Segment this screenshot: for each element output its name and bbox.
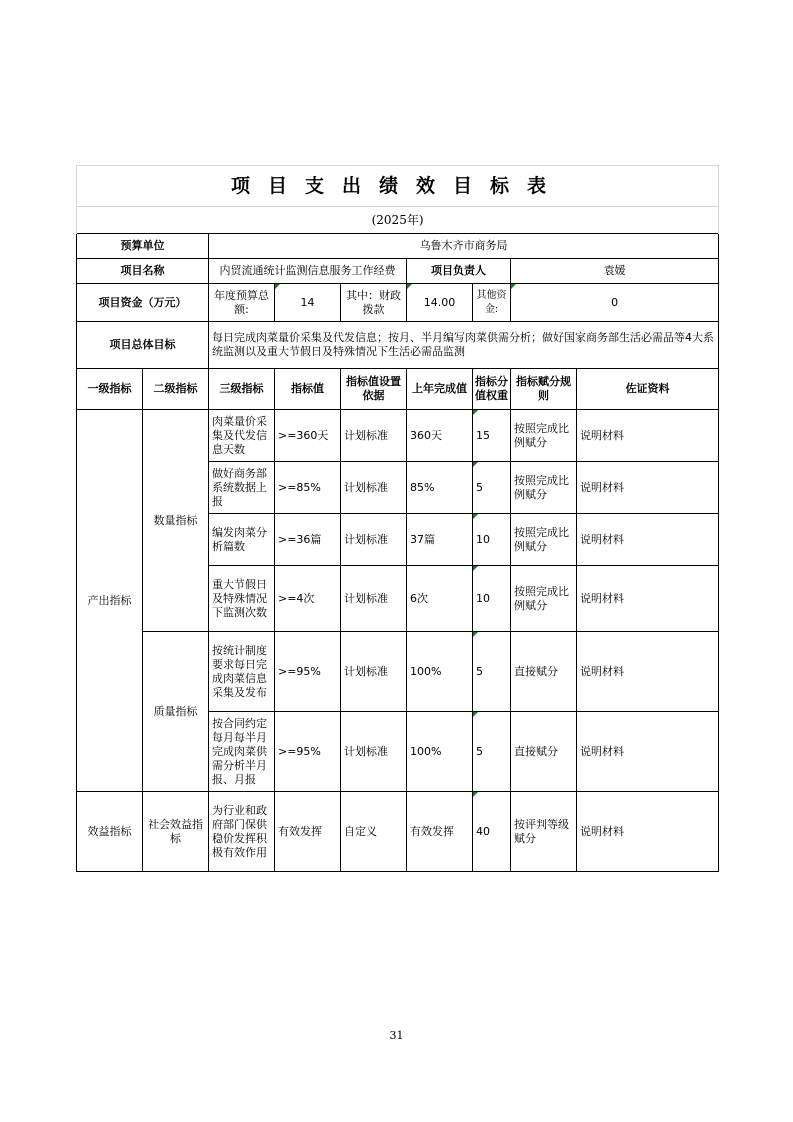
table-row-evidence: 说明材料: [577, 462, 719, 514]
header-indicator-value: 指标值: [275, 369, 341, 410]
table-row-rule: 按照完成比例赋分: [511, 566, 577, 632]
group-quantity: 数量指标: [143, 410, 209, 632]
table-row-last: 有效发挥: [407, 792, 473, 872]
group-social: 社会效益指标: [143, 792, 209, 872]
table-row-weight: 5: [473, 632, 511, 712]
header-level1: 一级指标: [77, 369, 143, 410]
table-row-weight: 5: [473, 712, 511, 792]
table-row-weight: 5: [473, 462, 511, 514]
annual-budget-label: 年度预算总额:: [209, 284, 275, 322]
table-row-name: 为行业和政府部门保供稳价发挥积极有效作用: [209, 792, 275, 872]
table-row-last: 85%: [407, 462, 473, 514]
table-row-basis: 计划标准: [341, 514, 407, 566]
table-row-evidence: 说明材料: [577, 566, 719, 632]
header-evidence: 佐证资料: [577, 369, 719, 410]
other-funds-value: 0: [511, 284, 719, 322]
table-row-name: 按合同约定每月每半月完成肉菜供需分析半月报、月报: [209, 712, 275, 792]
table-year: (2025年): [77, 207, 719, 234]
project-leader-value: 袁媛: [511, 259, 719, 284]
table-row-value: >=360天: [275, 410, 341, 462]
table-row-weight: 10: [473, 514, 511, 566]
table-row-last: 100%: [407, 712, 473, 792]
table-row-value: >=85%: [275, 462, 341, 514]
group-quality: 质量指标: [143, 632, 209, 792]
table-row-weight: 40: [473, 792, 511, 872]
table-title: 项目支出绩效目标表: [77, 166, 719, 207]
group-benefit: 效益指标: [77, 792, 143, 872]
fiscal-allocation-value: 14.00: [407, 284, 473, 322]
table-row-last: 100%: [407, 632, 473, 712]
header-rule: 指标赋分规则: [511, 369, 577, 410]
fiscal-allocation-label: 其中：财政拨款: [341, 284, 407, 322]
table-row-last: 37篇: [407, 514, 473, 566]
other-funds-label: 其他资金:: [473, 284, 511, 322]
header-weight: 指标分值权重: [473, 369, 511, 410]
overall-goal-value: 每日完成肉菜量价采集及代发信息；按月、半月编写肉菜供需分析；做好国家商务部生活必需品等4大系统监测以及重大节假日及特殊情况下生活必需品监测: [209, 322, 719, 369]
table-row-name: 编发肉菜分析篇数: [209, 514, 275, 566]
group-output: 产出指标: [77, 410, 143, 792]
table-row-rule: 直接赋分: [511, 712, 577, 792]
header-basis: 指标值设置依据: [341, 369, 407, 410]
project-name-label: 项目名称: [77, 259, 209, 284]
table-row-evidence: 说明材料: [577, 792, 719, 872]
table-row-value: >=36篇: [275, 514, 341, 566]
annual-budget-value: 14: [275, 284, 341, 322]
table-row-evidence: 说明材料: [577, 712, 719, 792]
table-row-value: >=4次: [275, 566, 341, 632]
performance-table-sheet: [76, 165, 718, 872]
performance-table: [76, 165, 719, 872]
header-last-year: 上年完成值: [407, 369, 473, 410]
table-row-rule: 直接赋分: [511, 632, 577, 712]
project-name-value: 内贸流通统计监测信息服务工作经费: [209, 259, 407, 284]
table-row-basis: 计划标准: [341, 410, 407, 462]
table-row-last: 360天: [407, 410, 473, 462]
table-row-basis: 计划标准: [341, 462, 407, 514]
table-row-value: >=95%: [275, 712, 341, 792]
table-row-basis: 计划标准: [341, 566, 407, 632]
table-row-rule: 按照完成比例赋分: [511, 410, 577, 462]
table-row-name: 做好商务部系统数据上报: [209, 462, 275, 514]
table-row-evidence: 说明材料: [577, 514, 719, 566]
table-row-name: 按统计制度要求每日完成肉菜信息采集及发布: [209, 632, 275, 712]
budget-unit-value: 乌鲁木齐市商务局: [209, 234, 719, 259]
table-row-value: >=95%: [275, 632, 341, 712]
table-row-evidence: 说明材料: [577, 632, 719, 712]
project-leader-label: 项目负责人: [407, 259, 511, 284]
table-row-basis: 自定义: [341, 792, 407, 872]
table-row-weight: 15: [473, 410, 511, 462]
table-row-name: 重大节假日及特殊情况下监测次数: [209, 566, 275, 632]
header-level3: 三级指标: [209, 369, 275, 410]
budget-unit-label: 预算单位: [77, 234, 209, 259]
table-row-evidence: 说明材料: [577, 410, 719, 462]
table-row-value: 有效发挥: [275, 792, 341, 872]
table-row-basis: 计划标准: [341, 712, 407, 792]
table-row-basis: 计划标准: [341, 632, 407, 712]
table-row-name: 肉菜量价采集及代发信息天数: [209, 410, 275, 462]
table-row-rule: 按评判等级赋分: [511, 792, 577, 872]
header-level2: 二级指标: [143, 369, 209, 410]
table-row-rule: 按照完成比例赋分: [511, 462, 577, 514]
overall-goal-label: 项目总体目标: [77, 322, 209, 369]
page-number: 31: [389, 1029, 404, 1042]
project-funds-label: 项目资金（万元）: [77, 284, 209, 322]
table-row-weight: 10: [473, 566, 511, 632]
table-row-last: 6次: [407, 566, 473, 632]
table-row-rule: 按照完成比例赋分: [511, 514, 577, 566]
